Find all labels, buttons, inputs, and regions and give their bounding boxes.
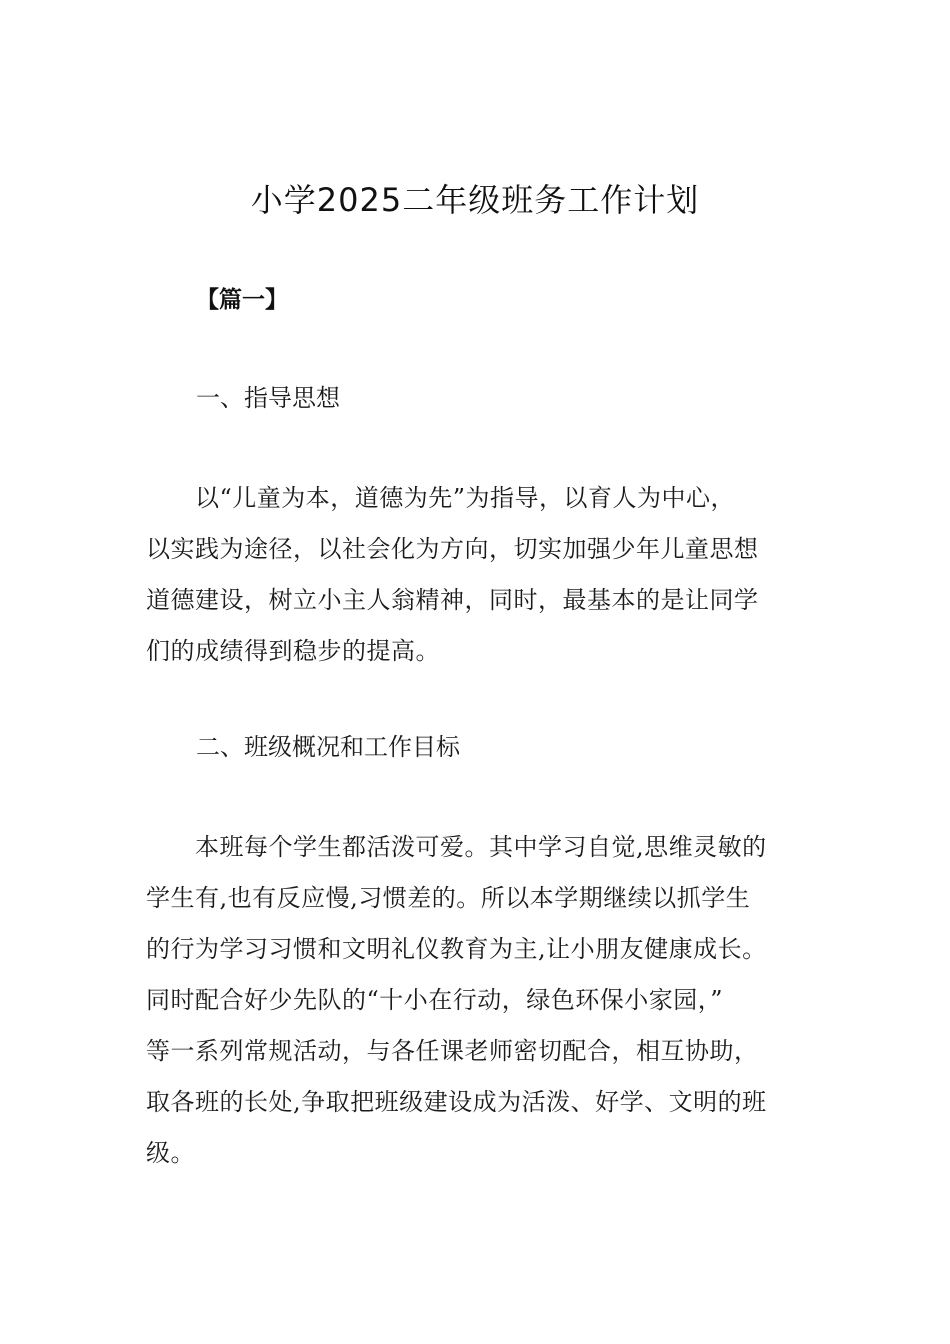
section-label: 【篇一】 (196, 287, 288, 313)
paragraph-line: 以实践为途径，以社会化为方向，切实加强少年儿童思想 (146, 535, 759, 563)
paragraph-line: 的行为学习习惯和文明礼仪教育为主,让小朋友健康成长。 (146, 935, 767, 963)
paragraph-line: 级。 (146, 1139, 195, 1167)
heading-guiding-ideology: 一、指导思想 (196, 384, 340, 412)
paragraph-line: 同时配合好少先队的“十小在行动，绿色环保小家园，” (146, 986, 724, 1014)
paragraph-line: 以“儿童为本，道德为先”为指导，以育人为中心， (146, 484, 736, 512)
paragraph-line: 本班每个学生都活泼可爱。其中学习自觉,思维灵敏的 (146, 833, 767, 861)
paragraph-guiding-ideology (146, 473, 810, 677)
paragraph-line: 等一系列常规活动，与各任课老师密切配合，相互协助， (146, 1037, 759, 1065)
paragraph-line: 学生有,也有反应慢,习惯差的。所以本学期继续以抓学生 (146, 884, 751, 912)
paragraph-line: 道德建设，树立小主人翁精神，同时，最基本的是让同学 (146, 586, 759, 614)
document-title: 小学2025二年级班务工作计划 (250, 181, 700, 219)
heading-class-overview: 二、班级概况和工作目标 (196, 733, 460, 761)
paragraph-line: 取各班的长处,争取把班级建设成为活泼、好学、文明的班 (146, 1088, 767, 1116)
paragraph-class-overview (146, 822, 810, 1179)
paragraph-line: 们的成绩得到稳步的提高。 (146, 637, 440, 665)
